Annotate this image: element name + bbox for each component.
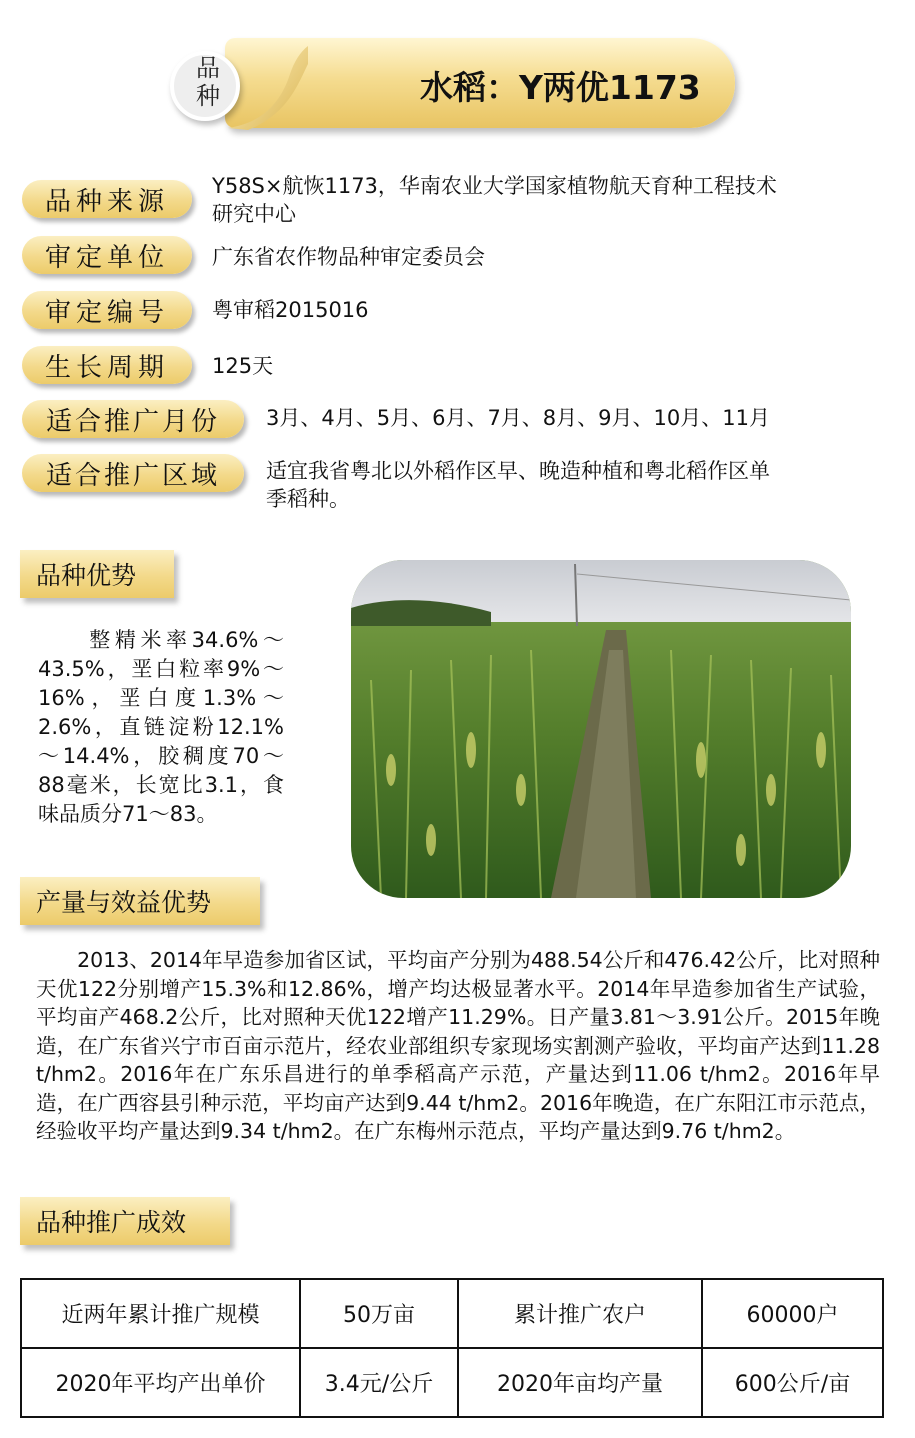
label-months: 适合推广月份 (22, 400, 244, 438)
value-line: 研究中心 (212, 202, 296, 226)
label-approval-number: 审定编号 (22, 291, 192, 329)
promotion-table (20, 1278, 884, 1418)
table-row (21, 1348, 883, 1417)
table-cell: 50万亩 (300, 1279, 458, 1348)
value-region (266, 457, 770, 513)
section-heading-advantage: 品种优势 (20, 550, 174, 598)
table-cell: 累计推广农户 (458, 1279, 702, 1348)
value-source (212, 172, 777, 228)
table-cell: 近两年累计推广规模 (21, 1279, 300, 1348)
table-cell: 3.4元/公斤 (300, 1348, 458, 1417)
value-line: Y58S×航恢1173，华南农业大学国家植物航天育种工程技术 (212, 174, 777, 198)
rice-field-image (351, 560, 851, 898)
table-cell: 2020年亩均产量 (458, 1348, 702, 1417)
value-line: 适宜我省粤北以外稻作区早、晚造种植和粤北稻作区单 (266, 459, 770, 483)
table-cell: 60000户 (702, 1279, 883, 1348)
label-approval-unit: 审定单位 (22, 236, 192, 274)
label-growth-period: 生长周期 (22, 346, 192, 384)
banner-tag-char: 品 (196, 54, 220, 82)
variety-banner (170, 38, 740, 130)
page-title: 水稻：Y两优1173 (420, 68, 701, 107)
label-source: 品种来源 (22, 180, 192, 218)
section-heading-yield: 产量与效益优势 (20, 877, 260, 925)
table-cell: 2020年平均产出单价 (21, 1348, 300, 1417)
value-months: 3月、4月、5月、6月、7月、8月、9月、10月、11月 (266, 406, 770, 430)
banner-tag (195, 54, 221, 110)
rice-field-photo (351, 560, 851, 898)
yield-text: 2013、2014年早造参加省区试，平均亩产分别为488.54公斤和476.42公斤，比对照种天优122分别增产15.3%和12.86%，增产均达极显著水平。2014年早造参加省生产试验，平均亩产468.2公斤，比对照种天优122增产11.29%。日产量3.81～3.91公斤。2015年晚造，在广东省兴宁市百亩示范片，经农业部组织专家现场实割测产验收，平均亩产达到11.28 t/hm2。2016年在广东乐昌进行的单季稻高产示范，产量达到11.06 t/hm2。2016年早造，在广西容县引种示范，平均亩产达到9.44 t/hm2。2016年晚造，在广东阳江市示范点，经验收平均产量达到9.34 t/hm2。在广东梅州示范点，平均产量达到9.76 t/hm2。 (36, 948, 880, 1143)
table-row (21, 1279, 883, 1348)
value-growth-period: 125天 (212, 354, 274, 378)
banner-tag-char: 种 (196, 82, 220, 110)
value-approval-unit: 广东省农作物品种审定委员会 (212, 245, 485, 269)
advantage-text: 整精米率34.6%～43.5%，垩白粒率9%～16%，垩白度1.3%～2.6%，直链淀粉12.1%～14.4%，胶稠度70～88毫米，长宽比3.1，食味品质分71～83。 (38, 628, 284, 826)
value-line: 季稻种。 (266, 487, 350, 511)
section-heading-promotion: 品种推广成效 (20, 1197, 230, 1245)
label-region: 适合推广区域 (22, 454, 244, 492)
table-cell: 600公斤/亩 (702, 1348, 883, 1417)
value-approval-number: 粤审稻2015016 (212, 298, 369, 322)
